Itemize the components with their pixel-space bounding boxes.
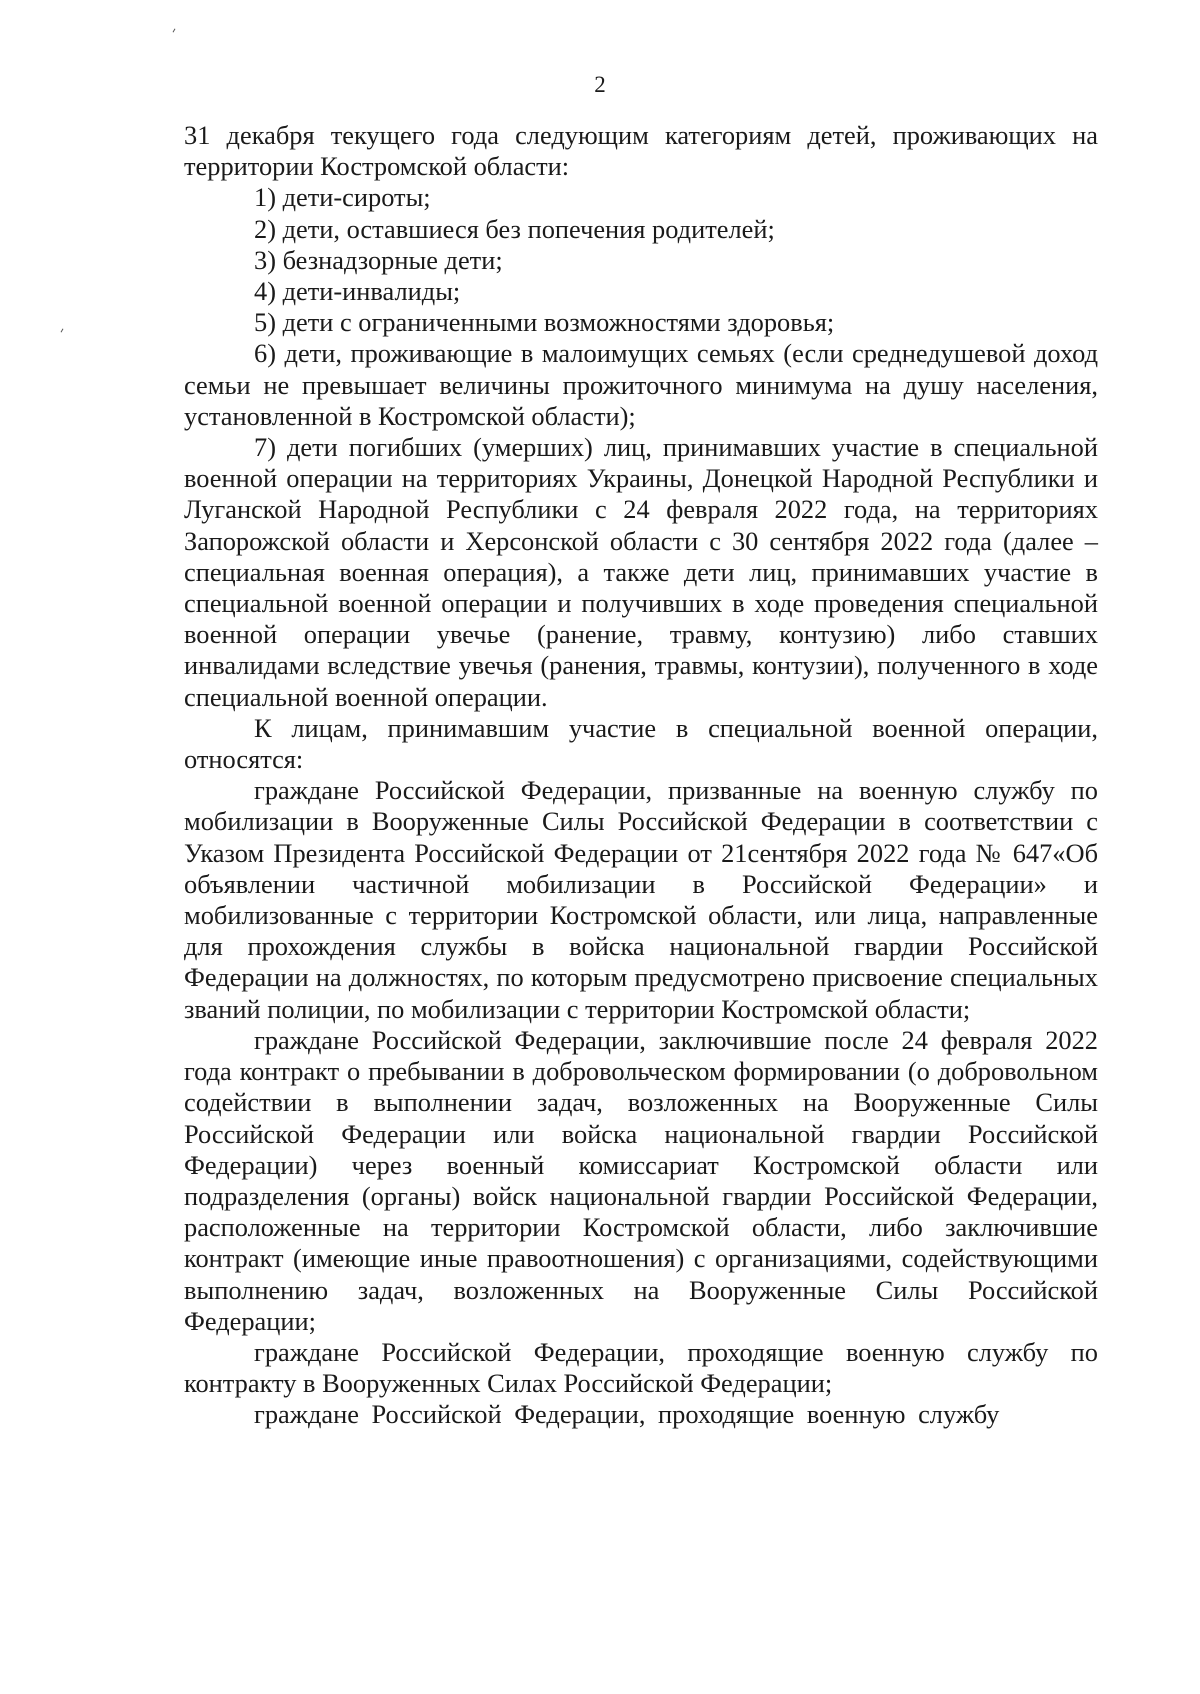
scan-artifact-mark — [61, 329, 64, 333]
paragraph-contract-service: граждане Российской Федерации, проходящие военную службу по контракту в Вооруженных Силах Российской Федерации; — [184, 1336, 1098, 1399]
paragraph-volunteer-contract: граждане Российской Федерации, заключившие после 24 февраля 2022 года контракт о пребывании в добровольческом формировании (о добровольном содействии в выполнении задач, возложенных на Вооруженные Силы Российской Федерации или войска национальной гвардии Российской Федерации) через военный комиссариат Костромской области или подразделения (органы) войск национальной гвардии Российской Федерации, расположенные на территории Костромской области, либо заключившие контракт (имеющие иные правоотношения) с организациями, содействующими выполнению задач, возложенных на Вооруженные Силы Российской Федерации; — [184, 1024, 1098, 1336]
paragraph-mobilized-citizens: граждане Российской Федерации, призванные на военную службу по мобилизации в Вооруженные Силы Российской Федерации в соответствии с Указом Президента Российской Федерации от 21сентября 2022 года № 647«Об объявлении частичной мобилизации в Российской Федерации» и мобилизованные с территории Костромской области, или лица, направленные для прохождения службы в войска национальной гвардии Российской Федерации на должностях, по которым предусмотрено присвоение специальных званий полиции, по мобилизации с территории Костромской области; — [184, 775, 1098, 1024]
paragraph-svo-participants-intro: К лицам, принимавшим участие в специальной военной операции, относятся: — [184, 712, 1098, 775]
list-item-limited-health: 5) дети с ограниченными возможностями здоровья; — [254, 307, 835, 338]
list-item-svo-children: 7) дети погибших (умерших) лиц, принимавших участие в специальной военной операции на территориях Украины, Донецкой Народной Республики и Луганской Народной Республики с 24 февраля 2022 года, на территориях Запорожской области и Херсонской области с 30 сентября 2022 года (далее – специальная военная операция), а также дети лиц, принимавших участие в специальной военной операции и получивших в ходе проведения специальной военной операции увечье (ранение, травму, контузию) либо ставших инвалидами вследствие увечья (ранения, травмы, контузии), полученного в ходе специальной военной операции. — [184, 432, 1098, 712]
page-number: 2 — [594, 72, 606, 97]
list-item-low-income: 6) дети, проживающие в малоимущих семьях (если среднедушевой доход семьи не превышает величины прожиточного минимума на душу населения, установленной в Костромской области); — [184, 338, 1098, 431]
paragraph-military-service-continued: граждане Российской Федерации, проходящие военную службу — [254, 1399, 1000, 1430]
list-item-orphans: 1) дети-сироты; — [254, 182, 431, 213]
list-item-without-parental-care: 2) дети, оставшиеся без попечения родителей; — [254, 213, 775, 244]
paragraph-intro-continuation: 31 декабря текущего года следующим категориям детей, проживающих на территории Костромской области: — [184, 120, 1098, 182]
document-body — [184, 120, 1098, 1431]
scan-artifact-mark — [173, 29, 176, 33]
list-item-neglected-children: 3) безнадзорные дети; — [254, 244, 503, 275]
list-item-disabled-children: 4) дети-инвалиды; — [254, 276, 461, 307]
